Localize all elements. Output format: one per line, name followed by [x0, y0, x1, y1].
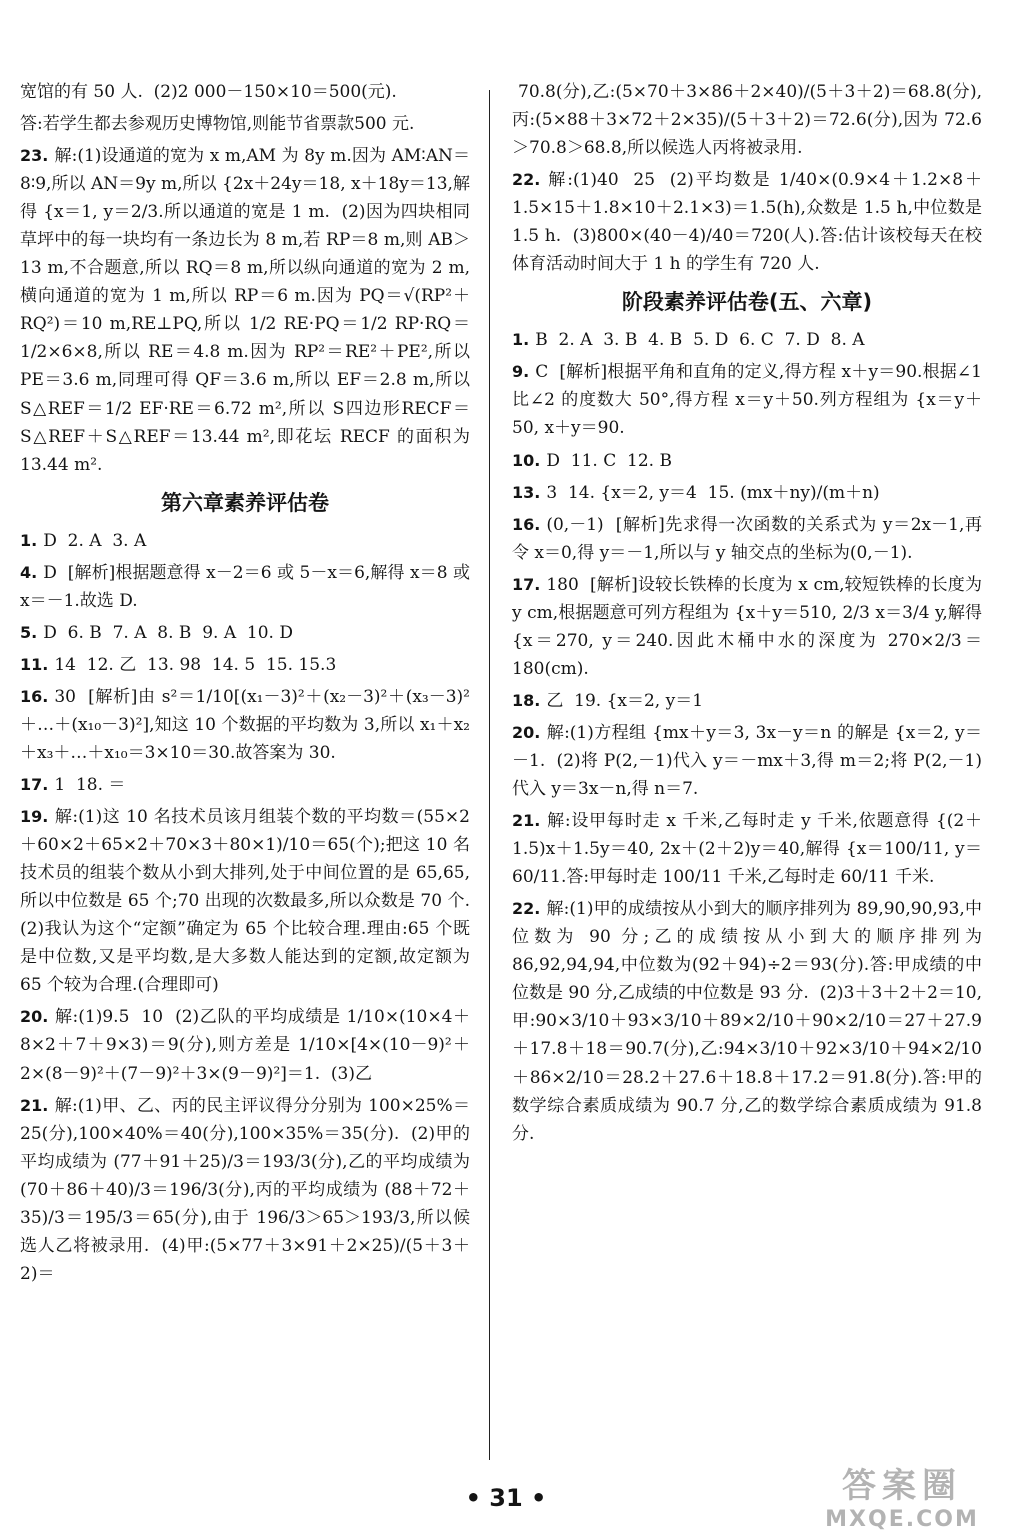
item-text: 14 12. 乙 13. 98 14. 5 15. 15.3: [54, 654, 337, 675]
item-text: 解:(1)这 10 名技术员该月组装个数的平均数＝(55×2＋60×2＋65×2＋70×3＋80×1)/10＝65(个);把这 10 名技术员的组装个数从小到大排列,处于中间位置的是 65,65,所以中位数是 65 个;70 出现的次数最多,所以众数是 70 个. (2)我认为这个“定额”确定为 65 个比较合理.理由:65 个既是中位数,又是平均数,是大多数人能达到的定额,故定额为 65 个较为合理.(合理即可): [20, 807, 481, 996]
item-number: 17.: [512, 574, 541, 594]
answer-item: [512, 358, 988, 442]
answer-item-continued: [512, 78, 982, 162]
item-number: 16.: [20, 686, 49, 706]
item-text: 3 14. {x＝2, y＝4 15. (mx＋ny)/(m＋n): [546, 482, 880, 503]
item-text: D 6. B 7. A 8. B 9. A 10. D: [43, 622, 293, 643]
item-text: 70.8(分),乙:(5×70＋3×86＋2×40)/(5＋3＋2)＝68.8(分),丙:(5×88＋3×72＋2×35)/(5＋3＋2)＝72.6(分),因为 72.6＞70.8＞68.8,所以候选人丙将被录用.: [512, 82, 982, 159]
item-number: 5.: [20, 622, 38, 642]
answer-item: [20, 771, 470, 799]
item-number: 4.: [20, 562, 38, 582]
page-number: • 31 •: [465, 1484, 547, 1512]
item-text: 解:(1)方程组 {mx＋y＝3, 3x－y＝n 的解是 {x＝2, y＝－1. (2)将 P(2,－1)代入 y＝－mx＋3,得 m＝2;将 P(2,－1)代入 y＝3x－n,得 n＝7.: [512, 722, 982, 800]
item-number: 9.: [512, 362, 530, 382]
item-text: D 11. C 12. B: [546, 450, 672, 471]
answer-item: [512, 447, 982, 475]
item-number: 10.: [512, 450, 541, 470]
item-text: (0,－1) [解析]先求得一次函数的关系式为 y＝2x－1,再令 x＝0,得 y＝－1,所以与 y 轴交点的坐标为(0,－1).: [512, 514, 982, 563]
answer-item: [512, 807, 982, 891]
item-text: B 2. A 3. B 4. B 5. D 6. C 7. D 8. A: [535, 330, 865, 351]
answer-item: [512, 479, 982, 507]
intro-line-2: 答:若学生都去参观历史博物馆,则能节省票款500 元.: [20, 114, 415, 135]
answer-item: [20, 619, 470, 647]
item-number: 18.: [512, 690, 541, 710]
item-number: 19.: [20, 807, 49, 827]
answer-item: [20, 559, 476, 615]
item-text: 30 [解析]由 s²＝1/10[(x₁－3)²＋(x₂－3)²＋(x₃－3)²＋…＋(x₁₀－3)²],知这 10 个数据的平均数为 3,所以 x₁＋x₂＋x₃＋…＋x₁₀＝3×10＝30.故答案为 30.: [20, 686, 470, 763]
answer-item: [20, 683, 470, 767]
item-text: D [解析]根据题意得 x－2＝6 或 5－x＝6,解得 x＝8 或 x＝－1.故选 D.: [20, 562, 476, 611]
item-text: C [解析]根据平角和直角的定义,得方程 x＋y＝90.根据∠1 比∠2 的度数大 50°,得方程 x＝y＋50.列方程组为 {x＝y＋50, x＋y＝90.: [512, 362, 988, 439]
item-number: 13.: [512, 482, 541, 502]
section-title-stage: 阶段素养评估卷(五、六章): [621, 290, 873, 315]
answer-item: [20, 142, 476, 479]
answer-item: [20, 651, 470, 679]
answer-item: [512, 166, 988, 278]
item-number: 11.: [20, 654, 49, 674]
item-number: 17.: [20, 775, 49, 795]
watermark-main: 答案圈: [842, 1466, 962, 1506]
answer-item: [512, 511, 982, 567]
intro-line-1: 宽馆的有 50 人. (2)2 000－150×10＝500(元).: [20, 82, 397, 102]
item-text: 1 18. ＝: [54, 775, 126, 796]
item-number: 1.: [512, 330, 530, 350]
item-number: 21.: [20, 1095, 49, 1115]
item-number: 22.: [512, 170, 541, 190]
answer-item: [20, 803, 481, 999]
watermark-logo: [804, 1458, 1000, 1530]
item-text: 解:(1)9.5 10 (2)乙队的平均成绩是 1/10×(10×4＋8×2＋7＋9×3)＝9(分),则方差是 1/10×[4×(10－9)²＋2×(8－9)²＋(7－9)²＋3×(9－9)²]＝1. (3)乙: [20, 1007, 470, 1084]
item-text: 解:(1)40 25 (2)平均数是 1/40×(0.9×4＋1.2×8＋1.5×15＋1.8×10＋2.1×3)＝1.5(h),众数是 1.5 h,中位数是 1.5 h. (3)800×(40－4)/40＝720(人).答:估计该校每天在校体育活动时间大于 1 h 的学生有 720 人.: [512, 170, 988, 275]
item-text: 解:(1)甲的成绩按从小到大的顺序排列为 89,90,90,93,中位数为 90 分;乙的成绩按从小到大的顺序排列为 86,92,94,94,中位数为(92＋94)÷2＝93(分).答:甲成绩的中位数是 90 分,乙成绩的中位数是 93 分. (2)3＋3＋2＋2＝10,甲:90×3/10＋93×3/10＋89×2/10＋90×2/10＝27＋27.9＋17.8＋18＝90.7(分),乙:94×3/10＋92×3/10＋94×2/10＋86×2/10＝28.2＋27.6＋18.8＋17.2＝91.8(分).答:甲的数学综合素质成绩为 90.7 分,乙的数学综合素质成绩为 91.8 分.: [512, 899, 988, 1144]
item-text: 解:设甲每时走 x 千米,乙每时走 y 千米,依题意得 {(2＋1.5)x＋1.5y＝40, 2x＋(2＋2)y＝40,解得 {x＝100/11, y＝60/11.答:甲每时走 100/11 千米,乙每时走 60/11 千米.: [512, 811, 982, 888]
answer-item: [512, 571, 988, 683]
item-number: 16.: [512, 514, 541, 534]
item-text: 乙 19. {x＝2, y＝1: [546, 690, 704, 711]
item-number: 1.: [20, 530, 38, 550]
left-column: [20, 78, 481, 1292]
right-column: [512, 78, 988, 1152]
item-text: 180 [解析]设较长铁棒的长度为 x cm,较短铁棒的长度为 y cm,根据题意可列方程组为 {x＋y＝510, 2/3 x＝3/4 y,解得 {x＝270, y＝240.因此木桶中水的深度为 270×2/3＝180(cm).: [512, 574, 988, 679]
item-text: 解:(1)甲、乙、丙的民主评议得分分别为 100×25%＝25(分),100×40%＝40(分),100×35%＝35(分). (2)甲的平均成绩为 (77＋91＋25)/3＝193/3(分),乙的平均成绩为 (70＋86＋40)/3＝196/3(分),丙的平均成绩为 (88＋72＋35)/3＝195/3＝65(分),由于 196/3＞65＞193/3,所以候选人乙将被录用. (4)甲:(5×77＋3×91＋2×25)/(5＋3＋2)＝: [20, 1095, 476, 1284]
column-divider: [489, 90, 490, 1460]
item-number: 20.: [512, 722, 541, 742]
item-number: 20.: [20, 1007, 49, 1027]
item-number: 21.: [512, 811, 541, 831]
item-text: D 2. A 3. A: [43, 530, 147, 551]
answer-item: [512, 719, 982, 803]
section-title-chapter6: 第六章素养评估卷: [161, 490, 329, 515]
answer-item: [512, 326, 982, 354]
item-number: 22.: [512, 899, 541, 919]
item-number: 23.: [20, 146, 49, 166]
answer-item: [512, 687, 982, 715]
item-text: 解:(1)设通道的宽为 x m,AM 为 8y m.因为 AM∶AN＝8∶9,所以 AN＝9y m,所以 {2x＋24y＝18, x＋18y＝13,解得 {x＝1, y＝2/3.所以通道的宽是 1 m. (2)因为四块相同草坪中的每一块均有一条边长为 8 m,若 RP＝8 m,则 AB＞13 m,不合题意,所以 RQ＝8 m,所以纵向通道的宽为 2 m,横向通道的宽为 1 m,所以 RP＝6 m.因为 PQ＝√(RP²＋RQ²)＝10 m,RE⊥PQ,所以 1/2 RE·PQ＝1/2 RP·RQ＝1/2×6×8,所以 RE＝4.8 m.因为 RP²＝RE²＋PE²,所以 PE＝3.6 m,同理可得 QF＝3.6 m,所以 EF＝2.8 m,所以 S△REF＝1/2 EF·RE＝6.72 m²,所以 S四边形RECF＝S△REF＋S△REF＝13.44 m²,即花坛 RECF 的面积为 13.44 m².: [20, 146, 476, 475]
watermark-sub: MXQE.COM: [825, 1507, 979, 1532]
answer-item: [512, 895, 988, 1147]
answer-item: [20, 527, 470, 555]
answer-item: [20, 1003, 470, 1087]
answer-item: [20, 1092, 476, 1288]
